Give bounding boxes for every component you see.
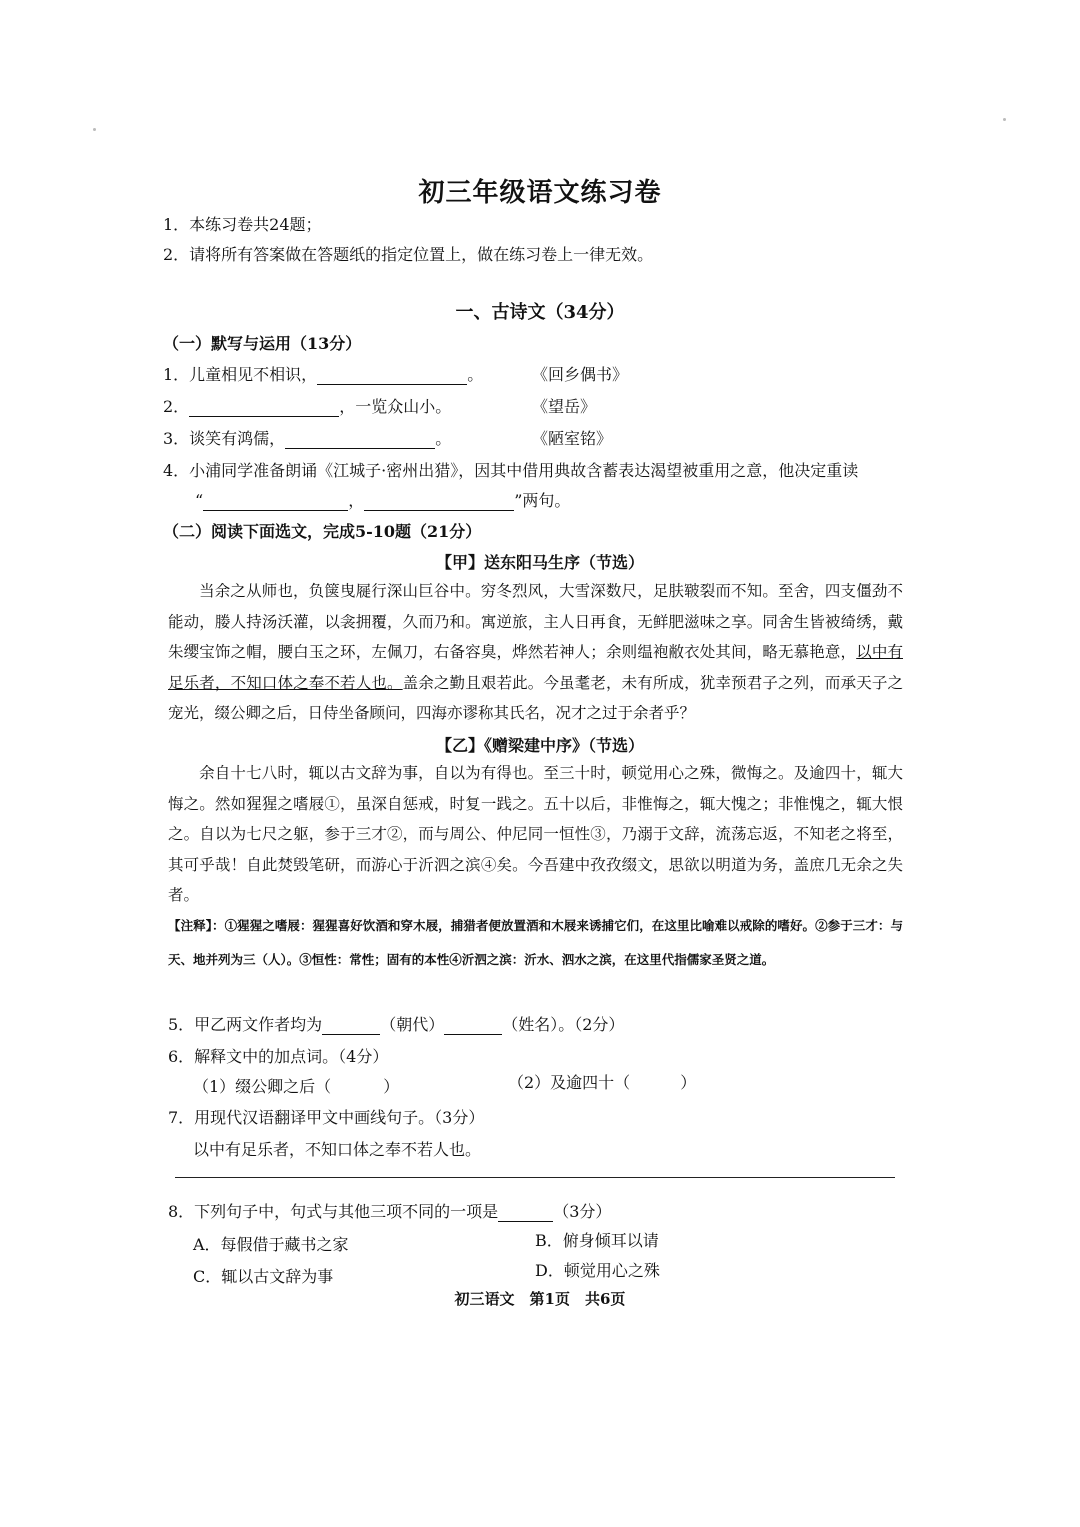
- option-c: C．辄以古文辞为事: [193, 1267, 334, 1286]
- scan-speck: [93, 128, 96, 131]
- question-7: 7．用现代汉语翻译甲文中画线句子。（3分）: [168, 1108, 485, 1127]
- underlined-sentence: 以中有足乐者，不知口体之奉不若人也。: [168, 643, 903, 692]
- question-7-sentence: 以中有足乐者，不知口体之奉不若人也。: [193, 1140, 482, 1159]
- source-title: 《望岳》: [532, 397, 597, 416]
- part-heading-2: （二）阅读下面选文，完成5-10题（21分）: [163, 522, 482, 541]
- answer-blank[interactable]: [203, 494, 348, 511]
- page-footer: 初三语文 第1页 共6页: [454, 1290, 626, 1308]
- answer-blank[interactable]: [322, 1018, 380, 1035]
- page-title: 初三年级语文练习卷: [418, 178, 662, 208]
- question-6: 6．解释文中的加点词。（4分）: [168, 1047, 389, 1066]
- question-4: 4．小浦同学准备朗诵《江城子·密州出猎》，因其中借用典故含蓄表达渴望被重用之意，他决定重读: [163, 461, 859, 480]
- source-title: 《陋室铭》: [532, 429, 613, 448]
- answer-blank[interactable]: [498, 1205, 553, 1222]
- annotation: 【注释】：①猩猩之嗜屐：猩猩喜好饮酒和穿木屐，捕猎者便放置酒和木屐来诱捕它们，在这里比喻难以戒除的嗜好。②参于三才：与天、地并列为三（人）。③恒性：常性；固有的本性④沂泗之滨：沂水、泗水之滨，在这里代指儒家圣贤之道。: [168, 918, 903, 967]
- option-b: B．俯身倾耳以请: [535, 1231, 659, 1250]
- option-a: A．每假借于藏书之家: [193, 1235, 349, 1254]
- answer-line[interactable]: [175, 1177, 895, 1178]
- section-heading: 一、古诗文（34分）: [455, 302, 625, 323]
- text-b-title: 【乙】《赠梁建中序》（节选）: [435, 736, 644, 755]
- answer-blank[interactable]: [317, 368, 467, 385]
- scan-speck: [1003, 118, 1006, 121]
- option-d: D．顿觉用心之殊: [535, 1261, 660, 1280]
- question-3: 3．谈笑有鸿儒， 。: [163, 429, 452, 448]
- note-1: 1．本练习卷共24题；: [163, 215, 322, 234]
- question-4-blanks: “ ， ”两句。: [195, 491, 571, 510]
- text-a-body: 当余之从师也，负箧曳屣行深山巨谷中。穷冬烈风，大雪深数尺，足肤皲裂而不知。至舍，四支僵劲不能动，媵人持汤沃灌，以衾拥覆，久而乃和。寓逆旅，主人日再食，无鲜肥滋味之享。同舍生皆被绮绣，戴朱缨宝饰之帽，腰白玉之环，左佩刀，右备容臭，烨然若神人；余则缊袍敝衣处其间，略无慕艳意，以中有足乐者，不知口体之奉不若人也。盖余之勤且艰若此。今虽耄老，未有所成，犹幸预君子之列，而承天子之宠光，缀公卿之后，日侍坐备顾问，四海亦谬称其氏名，况才之过于余者乎？: [168, 582, 903, 722]
- question-6-item-2: （2）及逾四十（ ）: [508, 1073, 697, 1092]
- question-2: 2． ，一览众山小。: [163, 397, 452, 416]
- source-title: 《回乡偶书》: [532, 365, 629, 384]
- answer-blank[interactable]: [444, 1018, 502, 1035]
- part-heading-1: （一）默写与运用（13分）: [163, 334, 362, 353]
- text-b-body: 余自十七八时，辄以古文辞为事，自以为有得也。至三十时，顿觉用心之殊，微悔之。及逾四十，辄大悔之。然如猩猩之嗜屐①，虽深自惩戒，时复一践之。五十以后，非惟悔之，辄大愧之；非惟愧之，辄大恨之。自以为七尺之躯，参于三才②，而与周公、仲尼同一恒性③，乃溺于文辞，流荡忘返，不知老之将至，其可乎哉！自此焚毁笔研，而游心于沂泗之滨④矣。今吾建中孜孜缀文，思欲以明道为务，盖庶几无余之失者。: [168, 764, 903, 904]
- question-6-item-1: （1）缀公卿之后（ ）: [193, 1077, 400, 1096]
- note-2: 2．请将所有答案做在答题纸的指定位置上，做在练习卷上一律无效。: [163, 245, 654, 264]
- answer-blank[interactable]: [364, 494, 514, 511]
- answer-blank[interactable]: [189, 400, 339, 417]
- answer-blank[interactable]: [285, 432, 435, 449]
- text-a-title: 【甲】送东阳马生序（节选）: [435, 553, 644, 572]
- question-8: 8．下列句子中，句式与其他三项不同的一项是 （3分）: [168, 1202, 612, 1221]
- question-1: 1．儿童相见不相识， 。: [163, 365, 484, 384]
- question-5: 5．甲乙两文作者均为 （朝代） （姓名）。（2分）: [168, 1015, 625, 1034]
